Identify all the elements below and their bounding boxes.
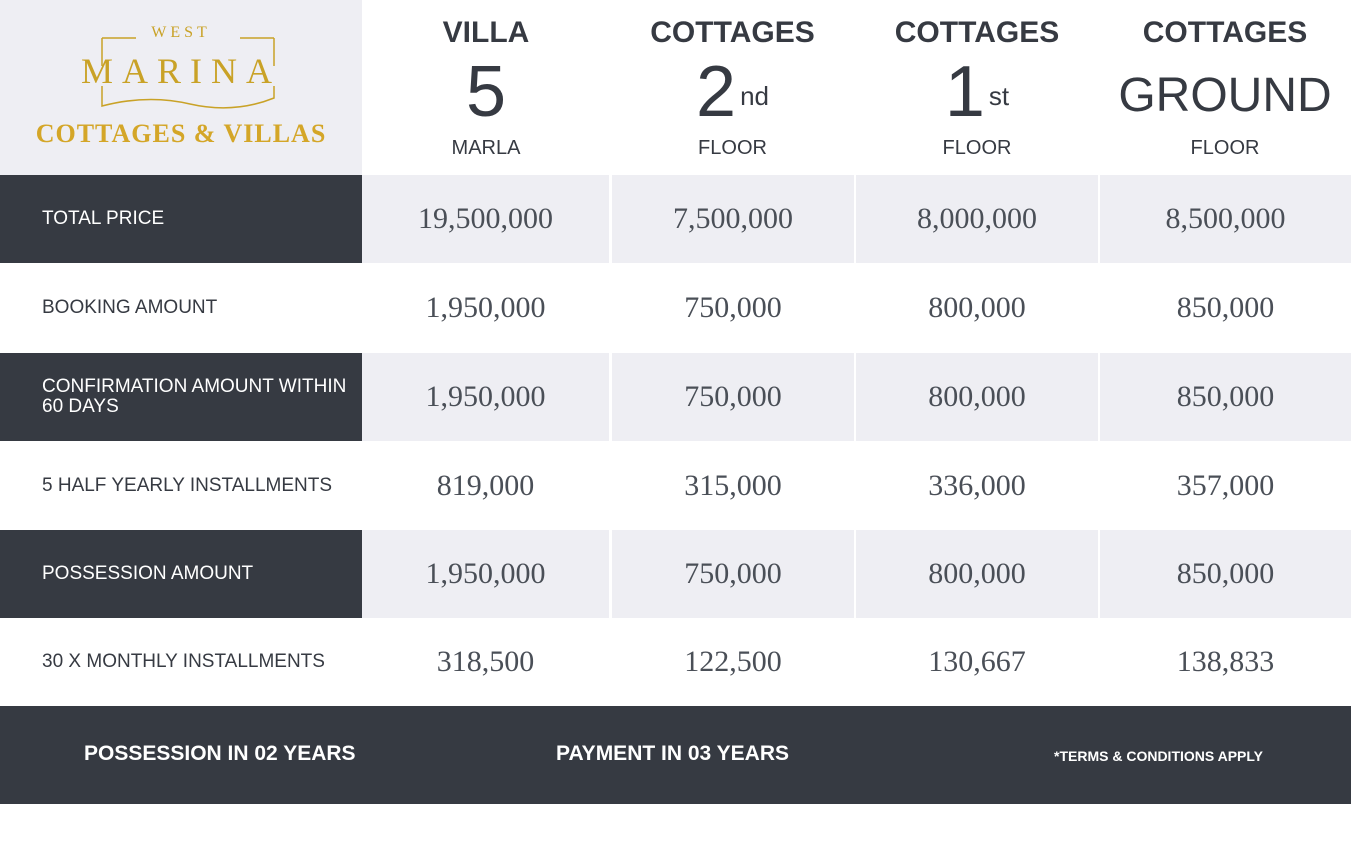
- cell-value: 1,950,000: [362, 353, 609, 441]
- cell-value: 750,000: [612, 264, 854, 352]
- cell-value: 138,833: [1100, 618, 1351, 706]
- column-type: COTTAGES: [650, 16, 815, 49]
- column-header-2nd-floor: [610, 0, 855, 175]
- cell-value: 850,000: [1100, 530, 1351, 618]
- cell-value: 8,500,000: [1100, 175, 1351, 263]
- cell-value: 750,000: [612, 353, 854, 441]
- cell-value: 819,000: [362, 442, 609, 530]
- cell-value: 1,950,000: [362, 264, 609, 352]
- column-header-1st-floor: [855, 0, 1099, 175]
- column-unit: FLOOR: [942, 137, 1012, 159]
- logo-marina: MARINA: [80, 51, 281, 91]
- cell-value: 122,500: [612, 618, 854, 706]
- row-label: 5 HALF YEARLY INSTALLMENTS: [0, 442, 362, 530]
- cell-value: 750,000: [612, 530, 854, 618]
- cell-value: 1,950,000: [362, 530, 609, 618]
- footer-bar: [0, 706, 1351, 804]
- column-number: 5: [465, 52, 507, 132]
- row-label: TOTAL PRICE: [0, 175, 362, 263]
- row-booking-amount: [0, 264, 1351, 352]
- column-type: COTTAGES: [894, 16, 1060, 49]
- cell-value: 130,667: [856, 618, 1098, 706]
- cell-value: 800,000: [856, 353, 1098, 441]
- row-total-price: [0, 175, 1351, 263]
- row-monthly-installments: [0, 618, 1351, 706]
- column-number: GROUND: [1118, 69, 1332, 122]
- column-unit: MARLA: [451, 137, 521, 159]
- row-label: BOOKING AMOUNT: [0, 264, 362, 352]
- logo: [0, 0, 362, 175]
- cell-value: 800,000: [856, 530, 1098, 618]
- column-unit: FLOOR: [1190, 137, 1260, 159]
- cell-value: 318,500: [362, 618, 609, 706]
- row-label: POSSESSION AMOUNT: [0, 530, 362, 618]
- cell-value: 19,500,000: [362, 175, 609, 263]
- column-unit: FLOOR: [698, 137, 767, 159]
- cell-value: 315,000: [612, 442, 854, 530]
- row-half-yearly-installments: [0, 442, 1351, 530]
- column-header-villa: [362, 0, 610, 175]
- row-label: 30 X MONTHLY INSTALLMENTS: [0, 618, 362, 706]
- payment-note: PAYMENT IN 03 YEARS: [556, 742, 790, 765]
- terms-note: *TERMS & CONDITIONS APPLY: [1054, 748, 1263, 764]
- row-label: CONFIRMATION AMOUNT WITHIN 60 DAYS: [0, 353, 362, 441]
- cell-value: 7,500,000: [612, 175, 854, 263]
- logo-west: WEST: [151, 24, 211, 41]
- cell-value: 850,000: [1100, 264, 1351, 352]
- column-header-ground-floor: [1099, 0, 1351, 175]
- cell-value: 336,000: [856, 442, 1098, 530]
- column-number: 1 $^{st}$: [944, 52, 1010, 132]
- row-confirmation-amount: [0, 353, 1351, 441]
- cell-value: 357,000: [1100, 442, 1351, 530]
- logo-subtitle: COTTAGES & VILLAS: [35, 119, 327, 148]
- cell-value: 8,000,000: [856, 175, 1098, 263]
- cell-value: 800,000: [856, 264, 1098, 352]
- possession-note: POSSESSION IN 02 YEARS: [84, 742, 356, 765]
- column-type: VILLA: [442, 16, 530, 49]
- column-number: 2 $^{nd}$: [696, 52, 769, 132]
- column-type: COTTAGES: [1142, 16, 1308, 49]
- cell-value: 850,000: [1100, 353, 1351, 441]
- row-possession-amount: [0, 530, 1351, 618]
